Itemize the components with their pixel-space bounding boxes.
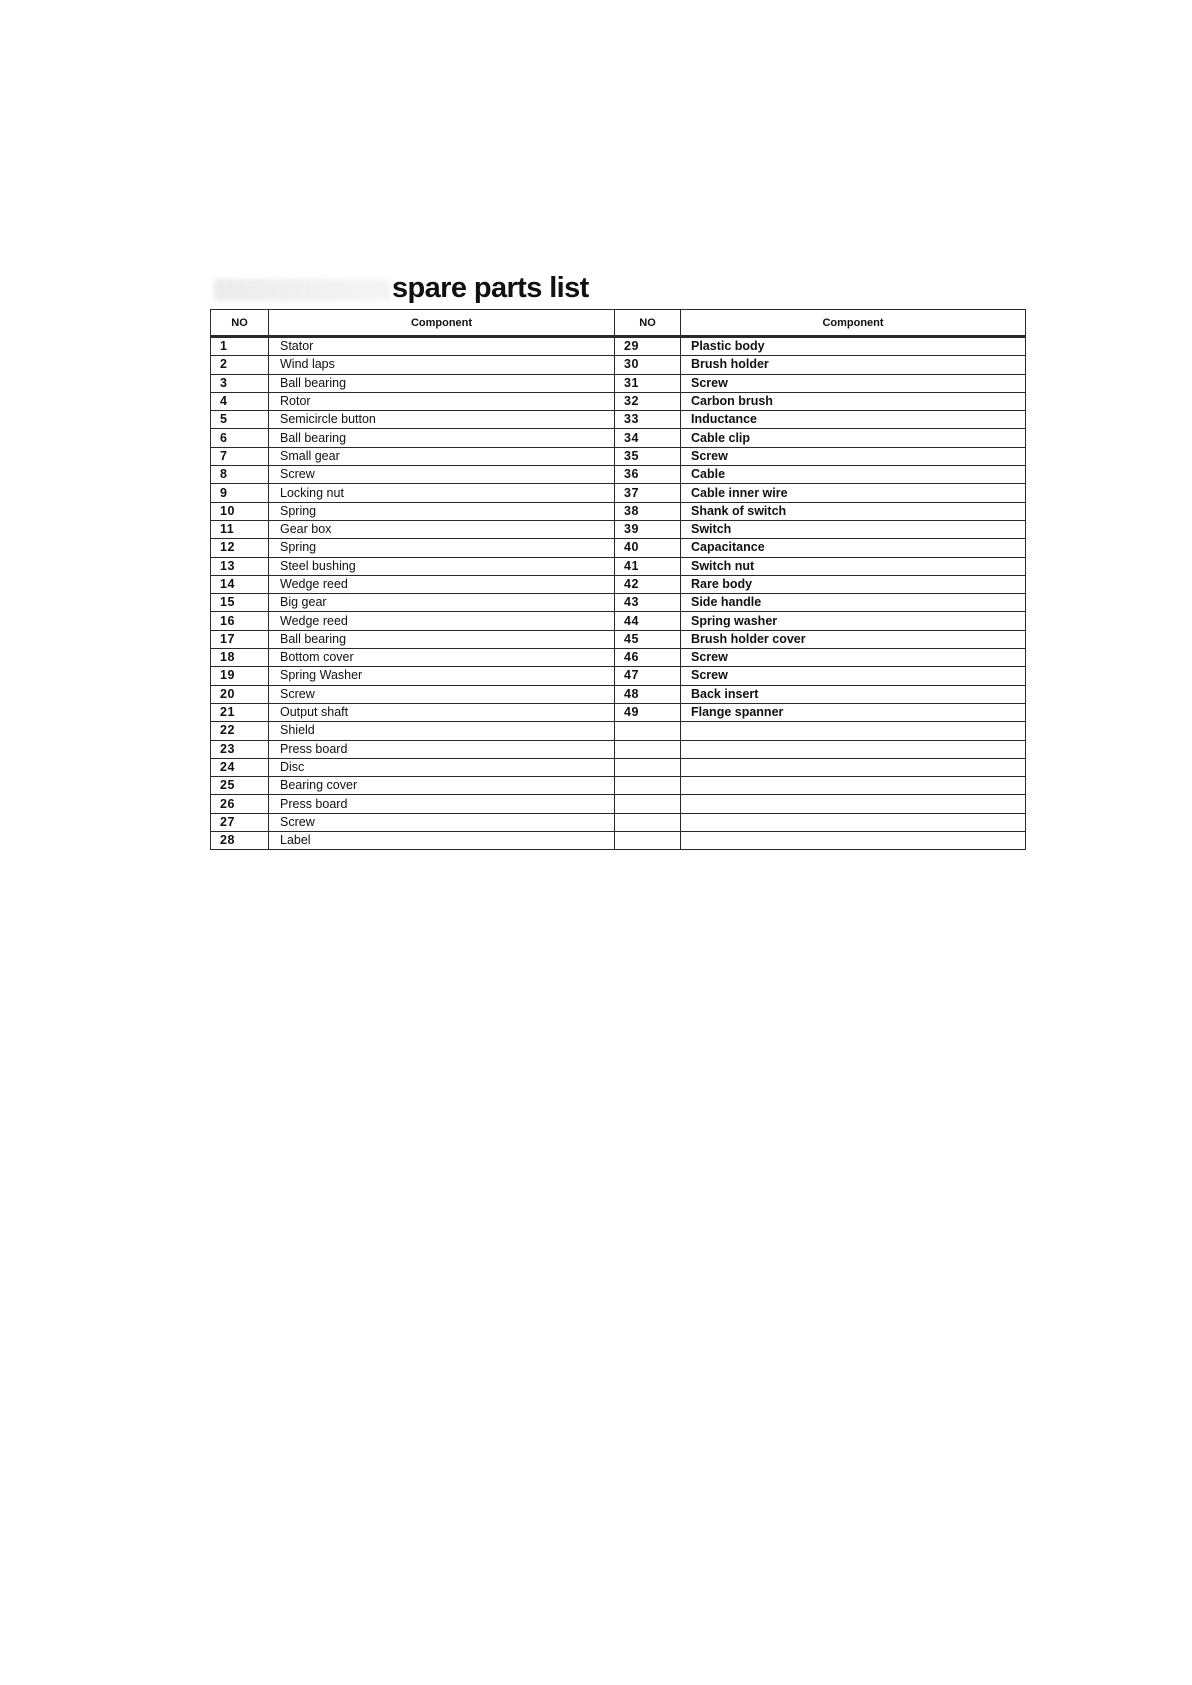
part-component-left: Rotor	[269, 392, 615, 410]
part-number-left: 2	[211, 356, 269, 374]
part-component-right: Screw	[681, 667, 1026, 685]
part-number-left: 19	[211, 667, 269, 685]
part-number-right: 46	[615, 649, 681, 667]
table-header-row	[211, 310, 1026, 337]
part-number-left: 26	[211, 795, 269, 813]
part-component-left: Spring	[269, 502, 615, 520]
table-row	[211, 392, 1026, 410]
part-component-left: Wind laps	[269, 356, 615, 374]
part-component-right: Switch	[681, 520, 1026, 538]
title-redaction-smudge	[214, 279, 390, 301]
header-component-left: Component	[269, 310, 615, 337]
table-row	[211, 612, 1026, 630]
table-row	[211, 575, 1026, 593]
part-number-right: 40	[615, 539, 681, 557]
part-number-right: 45	[615, 630, 681, 648]
part-component-right: Capacitance	[681, 539, 1026, 557]
part-component-right: Flange spanner	[681, 703, 1026, 721]
part-number-right: 38	[615, 502, 681, 520]
part-number-left: 5	[211, 411, 269, 429]
part-number-left: 23	[211, 740, 269, 758]
part-number-right: 42	[615, 575, 681, 593]
part-component-left: Shield	[269, 722, 615, 740]
spare-parts-table	[210, 309, 1026, 850]
part-component-right: Brush holder cover	[681, 630, 1026, 648]
part-component-left: Stator	[269, 337, 615, 356]
part-component-left: Screw	[269, 685, 615, 703]
part-number-left: 20	[211, 685, 269, 703]
part-component-left: Bottom cover	[269, 649, 615, 667]
table-row	[211, 557, 1026, 575]
table-row	[211, 484, 1026, 502]
part-number-right: 36	[615, 466, 681, 484]
table-row	[211, 740, 1026, 758]
part-component-left: Spring Washer	[269, 667, 615, 685]
part-component-right: Cable clip	[681, 429, 1026, 447]
part-component-right	[681, 813, 1026, 831]
table-row	[211, 649, 1026, 667]
part-number-left: 14	[211, 575, 269, 593]
header-no-right: NO	[615, 310, 681, 337]
part-component-left: Gear box	[269, 520, 615, 538]
part-component-left: Output shaft	[269, 703, 615, 721]
part-component-left: Steel bushing	[269, 557, 615, 575]
part-component-left: Ball bearing	[269, 630, 615, 648]
part-number-right: 32	[615, 392, 681, 410]
part-number-left: 15	[211, 594, 269, 612]
header-component-right: Component	[681, 310, 1026, 337]
part-component-right	[681, 722, 1026, 740]
table-row	[211, 466, 1026, 484]
part-component-right: Screw	[681, 447, 1026, 465]
part-component-left: Ball bearing	[269, 374, 615, 392]
part-number-left: 21	[211, 703, 269, 721]
part-component-right	[681, 795, 1026, 813]
part-number-right: 33	[615, 411, 681, 429]
part-number-right: 41	[615, 557, 681, 575]
table-body	[211, 337, 1026, 850]
part-component-right	[681, 758, 1026, 776]
part-component-right: Brush holder	[681, 356, 1026, 374]
part-component-right: Switch nut	[681, 557, 1026, 575]
part-component-left: Wedge reed	[269, 575, 615, 593]
table-row	[211, 777, 1026, 795]
part-number-right	[615, 722, 681, 740]
part-number-right: 44	[615, 612, 681, 630]
part-component-right: Spring washer	[681, 612, 1026, 630]
table-row	[211, 594, 1026, 612]
part-component-left: Spring	[269, 539, 615, 557]
part-component-left: Small gear	[269, 447, 615, 465]
part-number-right	[615, 813, 681, 831]
part-component-left: Big gear	[269, 594, 615, 612]
part-number-left: 27	[211, 813, 269, 831]
part-component-right: Rare body	[681, 575, 1026, 593]
table-row	[211, 337, 1026, 356]
part-component-left: Semicircle button	[269, 411, 615, 429]
part-component-left: Wedge reed	[269, 612, 615, 630]
table-row	[211, 429, 1026, 447]
part-component-right: Cable inner wire	[681, 484, 1026, 502]
part-component-right: Plastic body	[681, 337, 1026, 356]
part-number-left: 25	[211, 777, 269, 795]
part-component-right: Cable	[681, 466, 1026, 484]
part-component-left: Locking nut	[269, 484, 615, 502]
table-row	[211, 813, 1026, 831]
table-row	[211, 411, 1026, 429]
part-number-left: 11	[211, 520, 269, 538]
part-number-right: 43	[615, 594, 681, 612]
table-row	[211, 832, 1026, 850]
part-number-right: 29	[615, 337, 681, 356]
part-component-left: Press board	[269, 795, 615, 813]
table-row	[211, 520, 1026, 538]
part-component-left: Screw	[269, 466, 615, 484]
part-number-left: 17	[211, 630, 269, 648]
part-number-left: 1	[211, 337, 269, 356]
table-row	[211, 703, 1026, 721]
part-number-left: 24	[211, 758, 269, 776]
table-row	[211, 795, 1026, 813]
part-number-right: 39	[615, 520, 681, 538]
table-row	[211, 667, 1026, 685]
part-component-right	[681, 740, 1026, 758]
part-component-left: Screw	[269, 813, 615, 831]
part-component-right: Side handle	[681, 594, 1026, 612]
part-number-left: 12	[211, 539, 269, 557]
table-row	[211, 374, 1026, 392]
part-number-right: 35	[615, 447, 681, 465]
part-number-left: 13	[211, 557, 269, 575]
part-number-left: 9	[211, 484, 269, 502]
table-row	[211, 722, 1026, 740]
part-number-right: 30	[615, 356, 681, 374]
part-component-right: Shank of switch	[681, 502, 1026, 520]
part-number-right	[615, 795, 681, 813]
part-number-left: 10	[211, 502, 269, 520]
table-row	[211, 356, 1026, 374]
table-row	[211, 447, 1026, 465]
part-component-right: Screw	[681, 649, 1026, 667]
part-number-right: 47	[615, 667, 681, 685]
part-component-left: Disc	[269, 758, 615, 776]
part-number-left: 6	[211, 429, 269, 447]
table-row	[211, 539, 1026, 557]
part-component-right: Carbon brush	[681, 392, 1026, 410]
table-row	[211, 502, 1026, 520]
part-number-right: 37	[615, 484, 681, 502]
table-row	[211, 758, 1026, 776]
table-row	[211, 685, 1026, 703]
part-number-right	[615, 777, 681, 795]
part-component-right	[681, 777, 1026, 795]
part-number-left: 8	[211, 466, 269, 484]
part-component-right: Inductance	[681, 411, 1026, 429]
part-number-right	[615, 740, 681, 758]
part-number-left: 16	[211, 612, 269, 630]
part-number-right: 49	[615, 703, 681, 721]
table-row	[211, 630, 1026, 648]
part-component-left: Bearing cover	[269, 777, 615, 795]
part-number-right	[615, 832, 681, 850]
part-number-right	[615, 758, 681, 776]
part-number-left: 3	[211, 374, 269, 392]
part-number-right: 48	[615, 685, 681, 703]
part-component-left: Label	[269, 832, 615, 850]
part-number-left: 28	[211, 832, 269, 850]
part-number-left: 7	[211, 447, 269, 465]
part-number-right: 31	[615, 374, 681, 392]
part-number-right: 34	[615, 429, 681, 447]
part-component-left: Press board	[269, 740, 615, 758]
part-component-right: Screw	[681, 374, 1026, 392]
part-component-left: Ball bearing	[269, 429, 615, 447]
part-number-left: 22	[211, 722, 269, 740]
header-no-left: NO	[211, 310, 269, 337]
part-number-left: 18	[211, 649, 269, 667]
part-component-right: Back insert	[681, 685, 1026, 703]
part-component-right	[681, 832, 1026, 850]
page-title: spare parts list	[392, 272, 589, 304]
part-number-left: 4	[211, 392, 269, 410]
